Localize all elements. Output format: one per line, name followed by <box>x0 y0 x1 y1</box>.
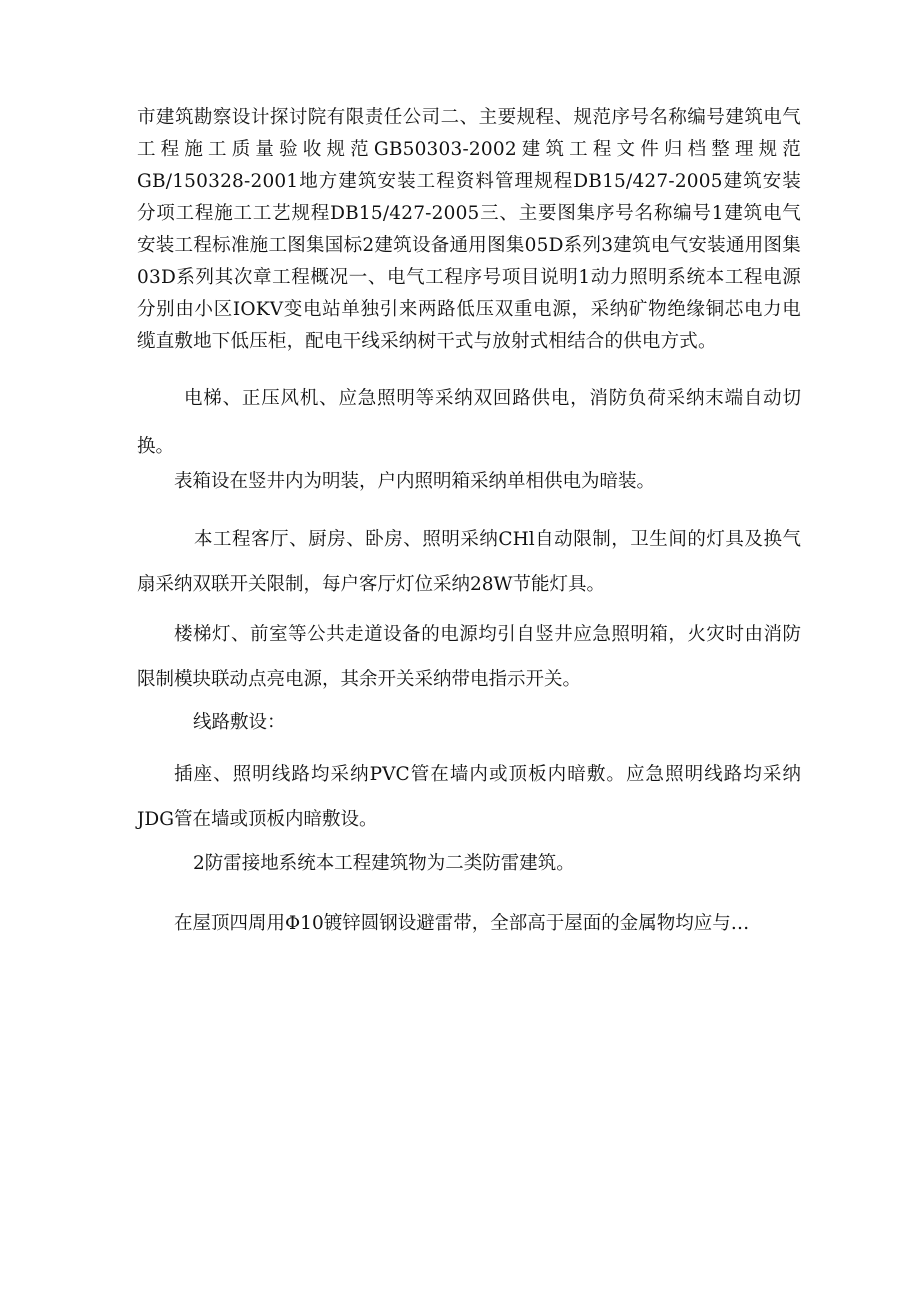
paragraph-stair-lighting: 楼梯灯、前室等公共走道设备的电源均引自竖井应急照明箱，火灾时由消防限制模块联动点亮电源，其余开关采纳带电指示开关。 <box>137 624 801 690</box>
paragraph-dual-circuit: 电梯、正压风机、应急照明等采纳双回路供电，消防负荷采纳末端自动切换。 <box>137 388 801 457</box>
paragraph-wiring-heading: 线路敷设： <box>193 712 286 733</box>
paragraph-lightning-strip: 在屋顶四周用Φ10镀锌圆钢设避雷带，全部高于屋面的金属物均应与… <box>174 913 750 934</box>
paragraph-lightning-protection: 2防雷接地系统本工程建筑物为二类防雷建筑。 <box>193 853 575 874</box>
paragraph-meter-box: 表箱设在竖井内为明装，户内照明箱采纳单相供电为暗装。 <box>174 471 656 492</box>
paragraph-intro-standards: 市建筑勘察设计探讨院有限责任公司二、主要规程、规范序号名称编号建筑电气工程施工质量验收规范GB50303-2002建筑工程文件归档整理规范GB/150328-2001地方建筑安装工程资料管理规程DB15/427-2005建筑安装分项工程施工工艺规程DB15/427-2005三、主要图集序号名称编号1建筑电气安装工程标准施工图集国标2建筑设备通用图集05D系列3建筑电气安装通用图集03D系列其次章工程概况一、电气工程序号项目说明1动力照明系统本工程电源分别由小区IOKV变电站单独引来两路低压双重电源，采纳矿物绝缘铜芯电力电缆直敷地下低压柜，配电干线采纳树干式与放射式相结合的供电方式。 <box>137 107 801 352</box>
paragraph-lighting-control: 本工程客厅、厨房、卧房、照明采纳CHl自动限制，卫生间的灯具及换气扇采纳双联开关限制，每户客厅灯位采纳28W节能灯具。 <box>137 529 801 595</box>
paragraph-wiring-detail: 插座、照明线路均采纳PVC管在墙内或顶板内暗敷。应急照明线路均采纳JDG管在墙或顶板内暗敷设。 <box>137 764 801 830</box>
